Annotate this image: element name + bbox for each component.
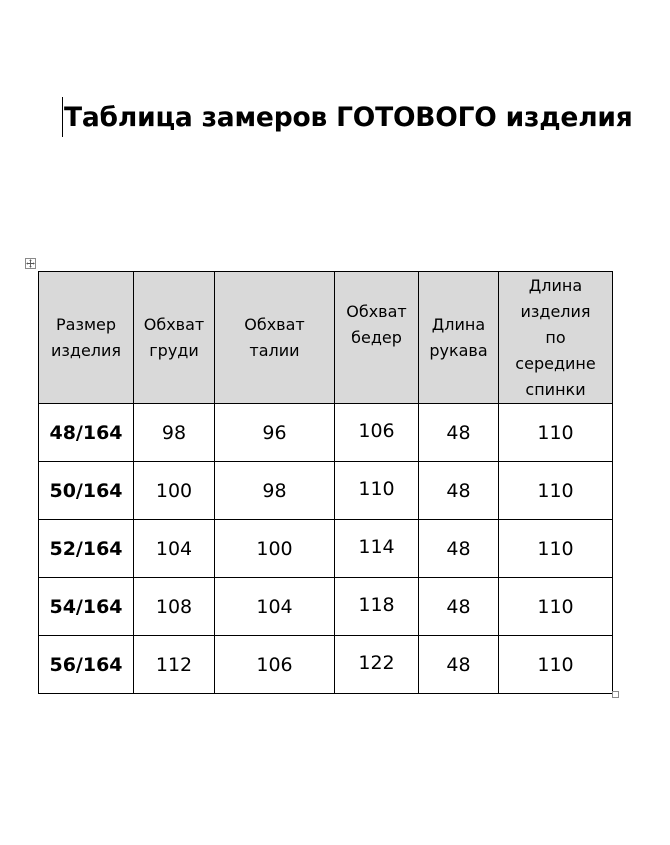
- chest-cell: 98: [134, 404, 215, 462]
- table-row: [39, 578, 613, 636]
- header-size: Размер изделия: [39, 272, 134, 404]
- chest-cell: 100: [134, 462, 215, 520]
- size-cell: 48/164: [39, 404, 134, 462]
- table-row: [39, 404, 613, 462]
- size-cell: 54/164: [39, 578, 134, 636]
- waist-cell: 104: [215, 578, 335, 636]
- hips-cell: 106: [335, 404, 419, 462]
- table-resize-handle[interactable]: [612, 691, 619, 698]
- hips-cell: 110: [335, 462, 419, 520]
- hips-cell: 118: [335, 578, 419, 636]
- header-chest: Обхват груди: [134, 272, 215, 404]
- table-header-row: [39, 272, 613, 404]
- size-cell: 56/164: [39, 636, 134, 694]
- waist-cell: 100: [215, 520, 335, 578]
- back-length-cell: 110: [499, 520, 613, 578]
- back-length-cell: 110: [499, 404, 613, 462]
- table-row: [39, 520, 613, 578]
- text-cursor: [62, 97, 63, 137]
- move-arrows-icon: [26, 259, 35, 268]
- sleeve-cell: 48: [419, 404, 499, 462]
- table-move-handle[interactable]: [25, 258, 36, 269]
- waist-cell: 96: [215, 404, 335, 462]
- back-length-cell: 110: [499, 462, 613, 520]
- chest-cell: 108: [134, 578, 215, 636]
- size-table: [38, 271, 613, 694]
- sleeve-cell: 48: [419, 462, 499, 520]
- size-cell: 52/164: [39, 520, 134, 578]
- back-length-cell: 110: [499, 578, 613, 636]
- chest-cell: 104: [134, 520, 215, 578]
- sleeve-cell: 48: [419, 520, 499, 578]
- header-sleeve-length: Длина рукава: [419, 272, 499, 404]
- back-length-cell: 110: [499, 636, 613, 694]
- hips-cell: 122: [335, 636, 419, 694]
- table-row: [39, 636, 613, 694]
- hips-cell: 114: [335, 520, 419, 578]
- waist-cell: 98: [215, 462, 335, 520]
- chest-cell: 112: [134, 636, 215, 694]
- page-title: Таблица замеров ГОТОВОГО изделия: [64, 102, 633, 133]
- header-waist: Обхват талии: [215, 272, 335, 404]
- sleeve-cell: 48: [419, 636, 499, 694]
- header-hips: Обхват бедер: [335, 272, 419, 404]
- sleeve-cell: 48: [419, 578, 499, 636]
- table-row: [39, 462, 613, 520]
- header-back-length: Длина изделия по середине спинки: [499, 272, 613, 404]
- waist-cell: 106: [215, 636, 335, 694]
- size-cell: 50/164: [39, 462, 134, 520]
